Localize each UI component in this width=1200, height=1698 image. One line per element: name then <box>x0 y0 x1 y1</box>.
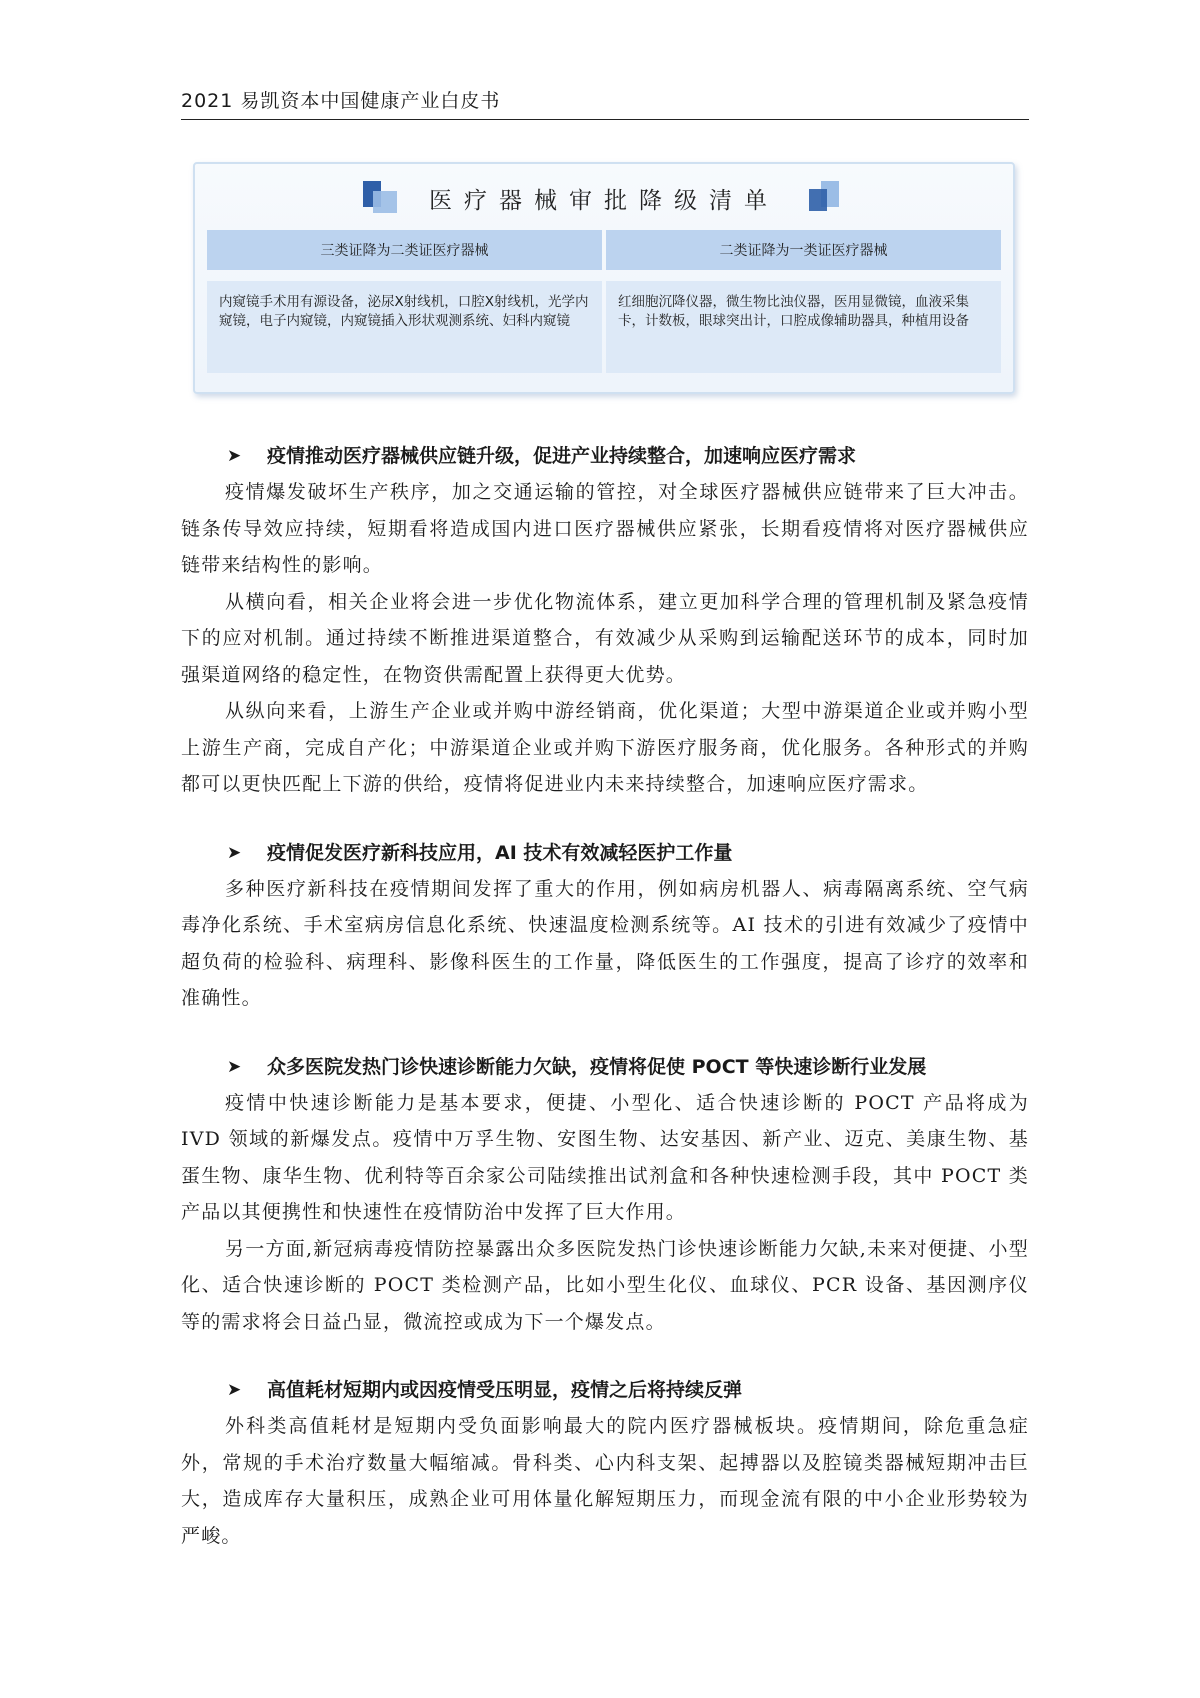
section-heading-text: 众多医院发热门诊快速诊断能力欠缺，疫情将促使 POCT 等快速诊断行业发展 <box>267 1055 927 1078</box>
column-header-class3-to-class2: 三类证降为二类证医疗器械 <box>207 230 602 270</box>
section-heading <box>181 1372 1029 1408</box>
page-header <box>181 86 1029 120</box>
section <box>181 835 1029 1017</box>
section-heading <box>181 438 1029 474</box>
column-body-class2-to-class1: 红细胞沉降仪器，微生物比浊仪器，医用显微镜，血液采集卡，计数板，眼球突出计，口腔成像辅助器具，种植用设备 <box>606 281 1001 373</box>
article-content <box>181 438 1029 1586</box>
paragraph: 疫情爆发破坏生产秩序，加之交通运输的管控，对全球医疗器械供应链带来了巨大冲击。链条传导效应持续，短期看将造成国内进口医疗器械供应紧张，长期看疫情将对医疗器械供应链带来结构性的影响。 <box>181 481 1029 576</box>
section-heading-text: 疫情促发医疗新科技应用，AI 技术有效减轻医护工作量 <box>267 841 733 864</box>
section <box>181 1372 1029 1554</box>
paragraph: 多种医疗新科技在疫情期间发挥了重大的作用，例如病房机器人、病毒隔离系统、空气病毒净化系统、手术室病房信息化系统、快速温度检测系统等。AI 技术的引进有效减少了疫情中超负荷的检验科、病理科、影像科医生的工作量，降低医生的工作强度，提高了诊疗的效率和准确性。 <box>181 877 1029 1009</box>
arrow-bullet-icon: ➤ <box>227 1380 242 1400</box>
paragraph: 从纵向来看，上游生产企业或并购中游经销商，优化渠道；大型中游渠道企业或并购小型上游生产商，完成自产化；中游渠道企业或并购下游医疗服务商，优化服务。各种形式的并购都可以更快匹配上下游的供给，疫情将促进业内未来持续整合，加速响应医疗需求。 <box>181 700 1029 795</box>
paragraph: 疫情中快速诊断能力是基本要求，便捷、小型化、适合快速诊断的 POCT 产品将成为 IVD 领域的新爆发点。疫情中万孚生物、安图生物、达安基因、新产业、迈克、美康生物、基蛋生物、康华生物、优利特等百余家公司陆续推出试剂盒和各种快速检测手段，其中 POCT 类产品以其便携性和快速性在疫情防治中发挥了巨大作用。 <box>181 1091 1029 1223</box>
column-body-class3-to-class2: 内窥镜手术用有源设备，泌尿X射线机，口腔X射线机，光学内窥镜，电子内窥镜，内窥镜插入形状观测系统、妇科内窥镜 <box>207 281 602 373</box>
section-heading <box>181 1049 1029 1085</box>
section <box>181 438 1029 803</box>
decorative-squares-icon <box>363 181 399 215</box>
approval-downgrade-figure <box>193 162 1015 394</box>
section <box>181 1049 1029 1341</box>
figure-title: 医疗器械审批降级清单 <box>429 187 779 214</box>
figure-table <box>207 230 1001 378</box>
section-heading-text: 疫情推动医疗器械供应链升级，促进产业持续整合，加速响应医疗需求 <box>267 445 857 467</box>
paragraph: 另一方面,新冠病毒疫情防控暴露出众多医院发热门诊快速诊断能力欠缺,未来对便捷、小型化、适合快速诊断的 POCT 类检测产品，比如小型生化仪、血球仪、PCR 设备、基因测序仪等的需求将会日益凸显，微流控或成为下一个爆发点。 <box>181 1237 1029 1333</box>
paragraph: 外科类高值耗材是短期内受负面影响最大的院内医疗器械板块。疫情期间，除危重急症外，常规的手术治疗数量大幅缩减。骨科类、心内科支架、起搏器以及腔镜类器械短期冲击巨大，造成库存大量积压，成熟企业可用体量化解短期压力，而现金流有限的中小企业形势较为严峻。 <box>181 1415 1029 1547</box>
section-heading <box>181 835 1029 871</box>
arrow-bullet-icon: ➤ <box>227 446 242 466</box>
decorative-squares-icon <box>809 181 845 215</box>
column-header-class2-to-class1: 二类证降为一类证医疗器械 <box>606 230 1001 270</box>
arrow-bullet-icon: ➤ <box>227 842 242 863</box>
paragraph: 从横向看，相关企业将会进一步优化物流体系，建立更加科学合理的管理机制及紧急疫情下的应对机制。通过持续不断推进渠道整合，有效减少从采购到运输配送环节的成本，同时加强渠道网络的稳定性，在物资供需配置上获得更大优势。 <box>181 590 1029 686</box>
document-title: 2021 易凯资本中国健康产业白皮书 <box>181 90 501 112</box>
figure-title-row <box>195 176 1013 220</box>
section-heading-text: 高值耗材短期内或因疫情受压明显，疫情之后将持续反弹 <box>267 1379 743 1401</box>
arrow-bullet-icon: ➤ <box>227 1056 242 1077</box>
